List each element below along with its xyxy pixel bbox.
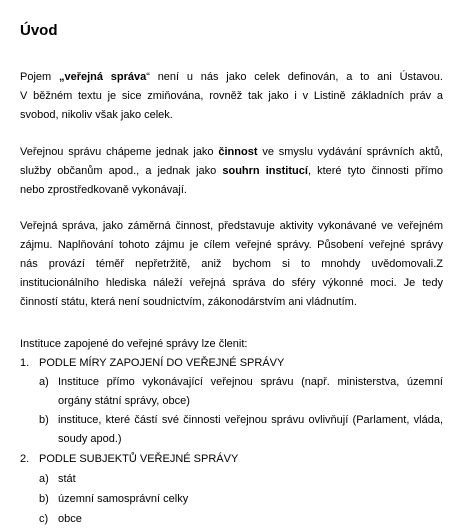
sub-item-mark: b)	[39, 414, 49, 426]
sub-item-text: stát	[58, 473, 76, 485]
sub-item-mark: a)	[39, 376, 49, 388]
list-item-label: PODLE SUBJEKTŮ VEŘEJNÉ SPRÁVY	[39, 453, 239, 465]
sub-item-text: Instituce přímo vykonávající veřejnou správu (např. ministerstva, územní	[58, 376, 443, 388]
paragraph-line: svobod, nikoliv však jako celek.	[20, 109, 173, 121]
text-run: “ není u nás jako celek definován, a to ani Ústavou.	[146, 71, 443, 83]
paragraph-definition	[20, 68, 443, 125]
sub-item-text: instituce, které částí své činnosti veřejnou správu ovlivňují (Parlament, vláda,	[58, 414, 443, 426]
list-number: 1.	[20, 357, 30, 369]
text-run: , které tyto činnosti přímo	[307, 165, 444, 177]
paragraph-line: V běžném textu je sice zmiňována, rovněž tak jako i v Listině základních práv a	[20, 90, 443, 102]
term-cinnost: činnost	[218, 146, 258, 158]
document-heading: Úvod	[20, 22, 58, 39]
sub-item-mark: a)	[39, 473, 49, 485]
text-run: Pojem	[20, 71, 59, 83]
paragraph-line	[20, 143, 443, 162]
list-number: 2.	[20, 453, 30, 465]
sub-item-mark: c)	[39, 513, 49, 525]
paragraph-line: Veřejná správa, jako záměrná činnost, představuje aktivity vykonávané ve veřejném	[20, 220, 443, 232]
paragraph-line: zájmu. Naplňování tohoto zájmu je cílem veřejné správy. Působení veřejné správy	[20, 239, 443, 251]
paragraph-line	[20, 162, 443, 181]
paragraph-activity	[20, 217, 443, 312]
text-run: ve smyslu vydávání správních aktů,	[257, 146, 443, 158]
paragraph-concept	[20, 143, 443, 200]
term-souhrn-instituci: souhrn institucí	[222, 165, 308, 177]
text-run: Veřejnou správu chápeme jednak jako	[20, 146, 219, 158]
term-verejna-sprava: „veřejná správa	[58, 71, 147, 83]
paragraph-line: nebo zprostředkovaně vykonávají.	[20, 184, 187, 196]
paragraph-line: činností státu, která není soudnictvím, zákonodárstvím ani vládnutím.	[20, 296, 357, 308]
list-item-label: PODLE MÍRY ZAPOJENÍ DO VEŘEJNÉ SPRÁVY	[39, 357, 285, 369]
paragraph-line	[20, 68, 443, 87]
text-run: služby občanům apod., a jednak jako	[20, 165, 223, 177]
sub-item-mark: b)	[39, 493, 49, 505]
list-intro: Instituce zapojené do veřejné správy lze členit:	[20, 338, 248, 350]
paragraph-line: nás provází téměř nepřetržitě, aniž bychom si to mnohdy uvědomovali.Z	[20, 258, 443, 270]
paragraph-line: institucionálního hlediska náleží veřejná správa do sféry výkonné moci. Je tedy	[20, 277, 443, 289]
sub-item-continuation: soudy apod.)	[58, 433, 122, 445]
sub-item-text: územní samosprávní celky	[58, 493, 189, 505]
sub-item-text: obce	[58, 513, 82, 525]
sub-item-continuation: orgány státní správy, obce)	[58, 395, 190, 407]
